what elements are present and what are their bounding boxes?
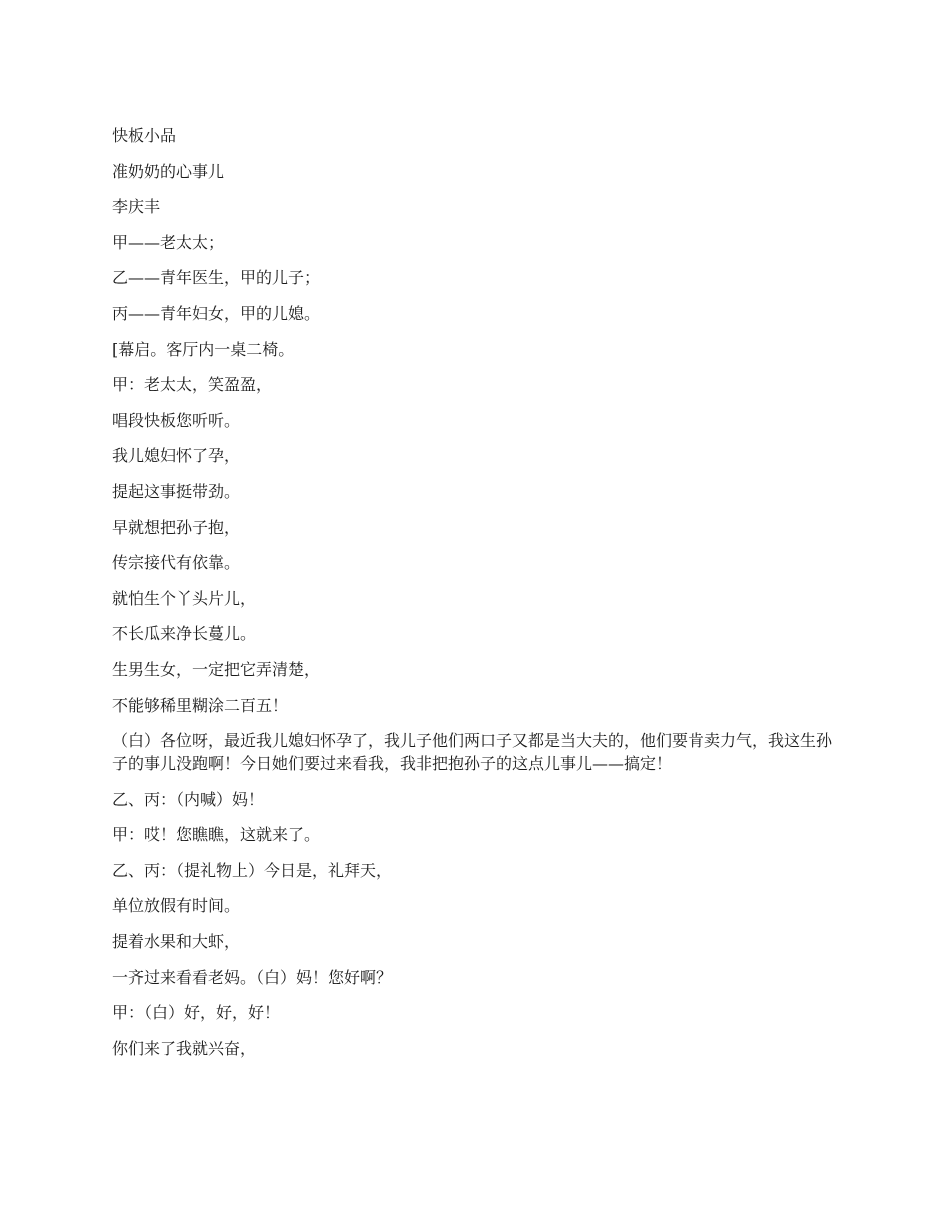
script-line: 不长瓜来净长蔓儿。 [112, 624, 257, 644]
monologue-paragraph: （白）各位呀，最近我儿媳妇怀孕了，我儿子他们两口子又都是当大夫的，他们要肯卖力气，我这生孙子的事儿没跑啊！今日她们要过来看我，我非把抱孙子的这点儿事儿——搞定！ [112, 731, 833, 774]
script-line: 提着水果和大虾， [112, 932, 241, 952]
script-line: 唱段快板您听听。 [112, 410, 241, 430]
script-line: 乙、丙：（提礼物上）今日是，礼拜天， [112, 860, 393, 880]
script-line: 一齐过来看看老妈。（白）妈！您好啊？ [112, 967, 393, 987]
script-line: 甲：（白）好，好，好！ [112, 1003, 281, 1023]
script-line: 甲：哎！您瞧瞧，这就来了。 [112, 825, 321, 845]
script-line: 就怕生个丫头片儿， [112, 588, 257, 608]
document-title: 准奶奶的心事儿 [112, 161, 225, 181]
script-line: 甲：老太太，笑盈盈， [112, 375, 273, 395]
script-line: 生男生女，一定把它弄清楚， [112, 659, 321, 679]
script-line: 早就想把孙子抱， [112, 517, 241, 537]
character-entry: 丙——青年妇女，甲的儿媳。 [112, 303, 321, 323]
script-line: 单位放假有时间。 [112, 896, 241, 916]
script-line: 传宗接代有依靠。 [112, 553, 241, 573]
script-line: 我儿媳妇怀了孕， [112, 446, 241, 466]
genre-heading: 快板小品 [112, 126, 177, 145]
character-entry: 甲——老太太； [112, 232, 225, 252]
script-line: 提起这事挺带劲。 [112, 481, 241, 501]
script-line: 你们来了我就兴奋， [112, 1038, 257, 1058]
author-name: 李庆丰 [112, 197, 161, 217]
stage-direction: [幕启。客厅内一桌二椅。 [112, 339, 295, 359]
script-line: 不能够稀里糊涂二百五！ [112, 695, 289, 715]
character-entry: 乙——青年医生，甲的儿子； [112, 268, 321, 288]
document-body [112, 124, 847, 1072]
script-line: 乙、丙：（内喊）妈！ [112, 789, 265, 809]
